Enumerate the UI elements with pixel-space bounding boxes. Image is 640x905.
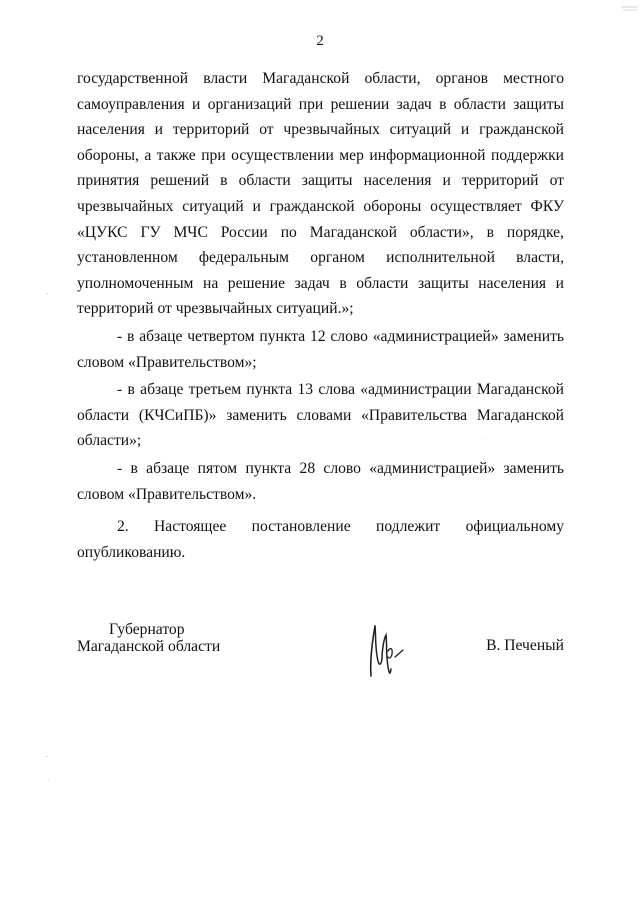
signature-block (77, 621, 564, 691)
page-number: 2 (316, 33, 324, 49)
paragraph-continuation: государственной власти Магаданской области, органов местного самоуправления и организаций при решении задач в области защиты населения и территорий от чрезвычайных ситуаций и гражданской обороны, а также при осуществлении мер информационной поддержки принятия решений в области защиты населения и территорий от чрезвычайных ситуаций и гражданской обороны осуществляет ФКУ «ЦУКС ГУ МЧС России по Магаданской области», в порядке, установленном федеральным органом исполнительной власти, уполномоченным на решение задач в области защиты населения и территорий от чрезвычайных ситуаций.»; (77, 70, 564, 318)
paragraph-amendment-item-12: - в абзаце четвертом пункта 12 слово «администрацией» заменить словом «Правительством»; (77, 327, 564, 371)
corner-mark-decoration (621, 2, 637, 20)
paragraph-amendment-item-13: - в абзаце третьем пункта 13 слова «администрации Магаданской области (КЧСиПБ)» заменить словами «Правительства Магаданской области»; (77, 381, 564, 450)
paragraph-publication: 2. Настоящее постановление подлежит официальному опубликованию. (77, 518, 564, 561)
scan-speck (46, 293, 48, 294)
signatory-title-line2: Магаданской области (77, 638, 221, 655)
scan-speck (485, 438, 486, 439)
handwritten-signature (362, 621, 412, 685)
signatory-title-line1: Губернатор (109, 621, 185, 638)
signatory-title (77, 621, 220, 655)
scan-speck (46, 756, 48, 757)
signatory-name: В. Печеный (486, 637, 564, 654)
scan-speck (48, 780, 49, 781)
document-body (77, 66, 564, 565)
paragraph-amendment-item-28: - в абзаце пятом пункта 28 слово «администрацией» заменить словом «Правительством». (77, 459, 564, 503)
